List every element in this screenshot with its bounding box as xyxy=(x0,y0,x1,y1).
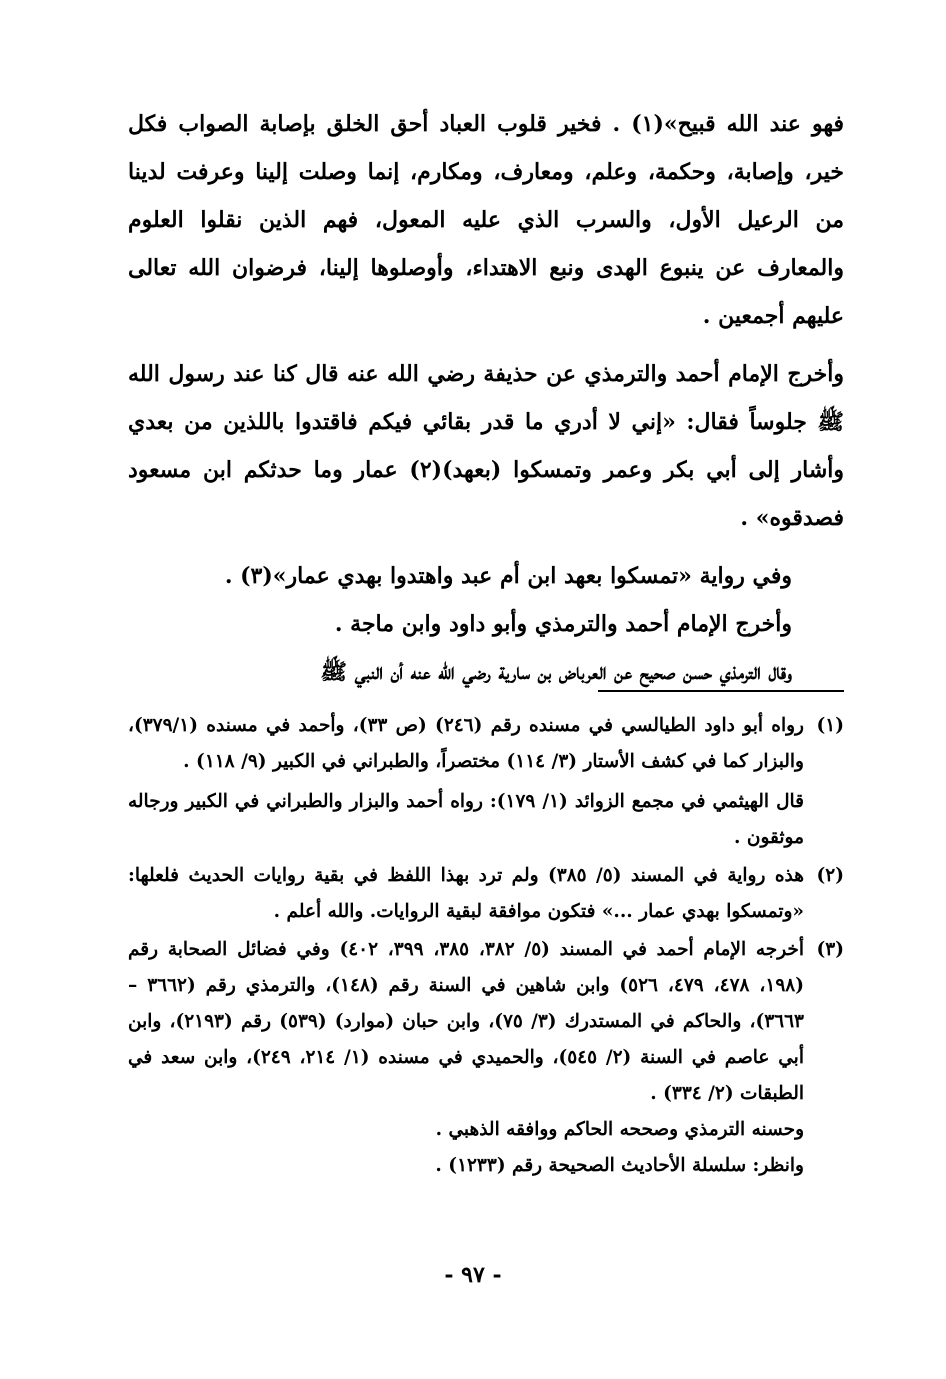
paragraph-1: فهو عند الله قبيح»(١) . فخير قلوب العباد أحق الخلق بإصابة الصواب فكل خير، وإصابة، وحكمة، وعلم، ومعارف، ومكارم، إنما وصلت إلينا وعرفت لدينا من الرعيل الأول، والسرب الذي عليه المعول، فهم الذين نقلوا العلوم والمعارف عن ينبوع الهدى ونبع الاهتداء، وأوصلوها إلينا، فرضوان الله تعالى عليهم أجمعين . xyxy=(128,111,844,329)
footnote-2 xyxy=(128,858,844,930)
footnote-number: (٢) xyxy=(816,865,844,886)
footnote-subtext: وانظر: سلسلة الأحاديث الصحيحة رقم (١٢٣٣) . xyxy=(435,1155,804,1176)
paragraph-5: وقال الترمذي حسن صحيح عن العرباض بن سارية رضي الله عنه أن النبي ﷺ xyxy=(320,659,792,685)
footnote-subtext: قال الهيثمي في مجمع الزوائد (١/ ١٧٩): رواه أحمد والبزار والطبراني في الكبير ورجاله موثقون . xyxy=(128,791,804,848)
footnote-1 xyxy=(128,708,844,856)
footnote-text: رواه أبو داود الطيالسي في مسنده رقم (٢٤٦) (ص ٣٣)، وأحمد في مسنده (٣٧٩/١)، والبزار كما في كشف الأستار (٣/ ١١٤) مختصراً، والطبراني في الكبير (٩/ ١١٨) . xyxy=(128,715,804,772)
footnote-number: (١) xyxy=(816,715,844,736)
paragraph-3: وفي رواية «تمسكوا بعهد ابن أم عبد واهتدوا بهدي عمار»(٣) . xyxy=(224,563,792,589)
footnote-3 xyxy=(128,932,844,1184)
paragraph-2: وأخرج الإمام أحمد والترمذي عن حذيفة رضي الله عنه قال كنا عند رسول الله ﷺ جلوساً فقال: «إني لا أدري ما قدر بقائي فيكم فاقتدوا باللذين من بعدي وأشار إلى أبي بكر وعمر وتمسكوا (بعهد)(٢) عمار وما حدثكم ابن مسعود فصدقوه» . xyxy=(128,361,844,531)
footnote-number: (٣) xyxy=(816,939,844,960)
footnote-text: أخرجه الإمام أحمد في المسند (٥/ ٣٨٢، ٣٨٥، ٣٩٩، ٤٠٢) وفي فضائل الصحابة رقم (١٩٨، ٤٧٨، ٤٧٩، ٥٢٦) وابن شاهين في السنة رقم (١٤٨)، والترمذي رقم (٣٦٦٢ – ٣٦٦٣)، والحاكم في المستدرك (٣/ ٧٥)، وابن حبان (موارد) (٥٣٩) رقم (٢١٩٣)، وابن أبي عاصم في السنة (٢/ ٥٤٥)، والحميدي في مسنده (١/ ٢١٤، ٢٤٩)، وابن سعد في الطبقات (٢/ ٣٣٤) . xyxy=(128,939,804,1104)
main-text xyxy=(128,100,844,696)
footnote-divider xyxy=(598,690,844,692)
paragraph-4: وأخرج الإمام أحمد والترمذي وأبو داود وابن ماجة . xyxy=(334,611,792,637)
footnote-subtext: وحسنه الترمذي وصححه الحاكم ووافقه الذهبي . xyxy=(435,1119,804,1140)
page-number: - ٩٧ - xyxy=(444,1262,502,1288)
footnote-text: هذه رواية في المسند (٥/ ٣٨٥) ولم ترد بهذا اللفظ في بقية روايات الحديث فلعلها: «وتمسكوا بهدي عمار ...» فتكون موافقة لبقية الروايات. والله أعلم . xyxy=(128,865,804,922)
footnotes xyxy=(128,708,844,1186)
